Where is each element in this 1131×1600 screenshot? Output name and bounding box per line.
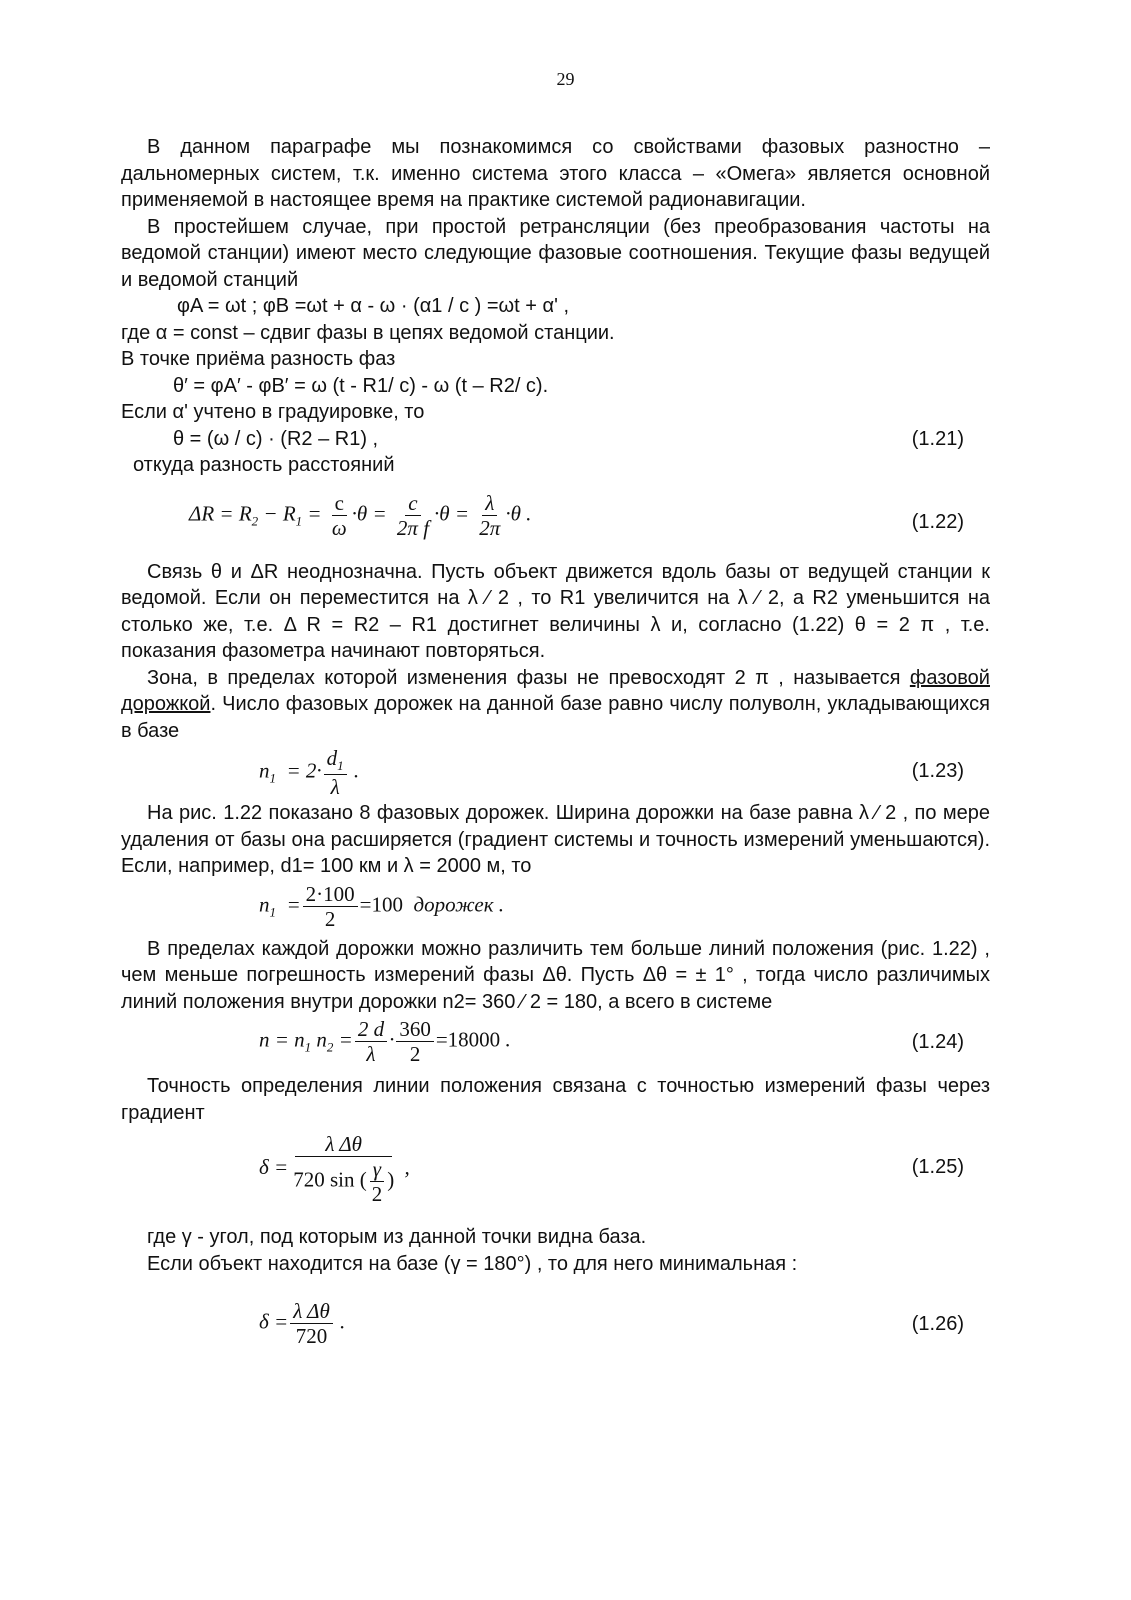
equation-number-1-26: (1.26)	[911, 1313, 964, 1335]
paragraph-retransmission: В простейшем случае, при простой ретрансляции (без преобразования частоты на ведомой станции) имеют место следующие фазовые соотношения. Текущие фазы ведущей и ведомой станций	[121, 215, 990, 291]
text-track-count: . Число фазовых дорожек на данной базе равно числу полуволн, укладывающихся в базе	[121, 693, 990, 742]
equation-number-1-23: (1.23)	[911, 760, 964, 782]
equation-1-25: δ = λ Δθ 720 sin ( $\frac{\gamma}{2}$ ) ,	[259, 1132, 410, 1207]
text-zone: Зона, в пределах которой изменения фазы не превосходят 2 π , называется	[147, 666, 901, 689]
equation-1-26: δ = $\frac{\text{λ Δθ}}{720}$ .	[259, 1299, 346, 1349]
text-whence: откуда разность расстояний	[133, 454, 395, 476]
paragraph-tracks-figure: На рис. 1.22 показано 8 фазовых дорожек. Ширина дорожки на базе равна λ ⁄ 2 , по мере удаления от базы она расширяется (градиент системы и точность измерений уменьшаются). Если, например, d1= 100 км и λ = 2000 м, то	[121, 802, 990, 877]
equation-theta-difference: θ′ = φA′ - φB′ = ω (t - R1/ c) - ω (t – R2/ c).	[173, 374, 549, 397]
equation-1-23: $n_1 = 2\cdot$ $\frac{d_1}{\lambda}$ .	[259, 746, 360, 800]
equation-number-1-24: (1.24)	[911, 1031, 964, 1053]
paragraph-position-lines: В пределах каждой дорожки можно различить тем больше линий положения (рис. 1.22) , чем меньше погрешность измерений фазы Δθ. Пусть Δθ = ± 1° , тогда число различимых линий положения внутри дорожки n2= 360 ⁄ 2 = 180, а всего в системе	[121, 937, 990, 1013]
page-number: 29	[556, 69, 575, 89]
paragraph-phase-track	[121, 665, 990, 745]
equation-1-23-row	[121, 744, 990, 800]
equation-tracks: $n_1$ = $\frac{2\cdot 100}{2}$ =100 дорожек .	[259, 881, 505, 931]
equation-1-24: $n = n_1$ $n_2$ = $\frac{2 d}{\lambda}$ · $\frac{360}{2}$ =18000 .	[259, 1017, 511, 1067]
text-where-gamma: где γ - угол, под которым из данной точки видна база.	[147, 1226, 647, 1248]
term-phase-track: фазовой дорожкой	[121, 666, 990, 715]
equation-1-24-row	[121, 1015, 990, 1073]
equation-1-21: θ = (ω / c) · (R2 – R1) ,	[173, 427, 379, 450]
text-if-on-base: Если объект находится на базе (γ = 180°) , то для него минимальная :	[147, 1252, 798, 1275]
tracks-word: дорожек	[413, 891, 494, 916]
text-if-alpha: Если α' учтено в градуировке, то	[121, 401, 425, 423]
equation-1-22: $\Delta R = R_2 - R_1$ = $\frac{c}{\omega}$ ·θ = $\frac{c}{\text{2π f}}$ ·θ = $\frac{\lambda}{2\pi}$ ·θ .	[189, 490, 532, 540]
equation-number-1-21: (1.21)	[911, 427, 964, 450]
equation-1-26-row	[121, 1293, 990, 1363]
paragraph-ambiguity: Связь θ и ΔR неоднозначна. Пусть объект движется вдоль базы от ведущей станции к ведомой. Если он переместится на λ ⁄ 2 , то R1 увеличится на λ ⁄ 2, а R2 уменьшится на столько же, т.е. Δ R = R2 – R1 достигнет величины λ и, согласно (1.22) θ = 2 π , т.е. показания фазометра начинают повторяться.	[121, 560, 990, 662]
equation-phases: φA = ωt ; φB =ωt + α - ω · (α1 / c ) =ωt + α' ,	[177, 295, 570, 317]
page-body	[121, 134, 990, 1363]
equation-1-22-row	[121, 487, 990, 559]
equation-1-21-row	[121, 426, 990, 453]
equation-1-25-row	[121, 1126, 990, 1224]
paragraph-gradient: Точность определения линии положения связана с точностью измерений фазы через градиент	[121, 1075, 990, 1124]
equation-number-1-22: (1.22)	[911, 510, 964, 533]
text-at-point: В точке приёма разность фаз	[121, 348, 396, 370]
text-where-alpha: где α = const – сдвиг фазы в цепях ведомой станции.	[121, 321, 615, 344]
equation-number-1-25: (1.25)	[911, 1156, 964, 1178]
equation-tracks-row	[121, 880, 990, 936]
paragraph-intro: В данном параграфе мы познакомимся со свойствами фазовых разностно – дальномерных систем, т.к. именно система этого класса – «Омега» является основной применяемой в настоящее время на практике системой радионавигации.	[121, 136, 990, 211]
